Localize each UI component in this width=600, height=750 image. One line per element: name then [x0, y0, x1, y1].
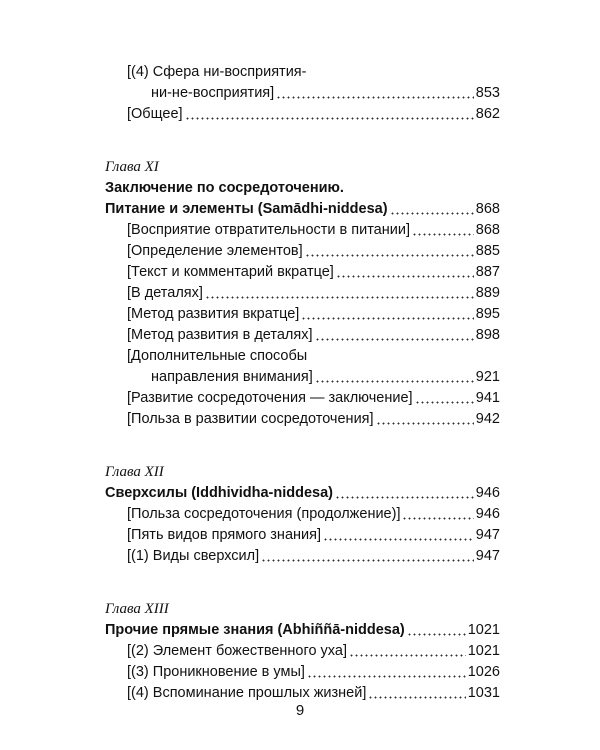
toc-entry	[105, 546, 500, 567]
leader-dots	[307, 675, 466, 678]
toc-entry	[105, 525, 500, 546]
toc-entry-label: [Метод развития вкратце]	[127, 306, 300, 322]
toc-entry	[105, 504, 500, 525]
toc-entry	[105, 346, 500, 367]
toc-entry	[105, 283, 500, 304]
toc-page-number: 1021	[467, 622, 500, 638]
leader-dots	[185, 117, 474, 120]
leader-dots	[415, 401, 474, 404]
toc-entry	[105, 409, 500, 430]
toc-page-number: 889	[475, 285, 500, 301]
toc-page-number: 1021	[467, 643, 500, 659]
chapter-title	[105, 483, 500, 504]
chapter-title-text: Прочие прямые знания (Abhiññā-niddesa)	[105, 622, 405, 638]
toc-entry-label: [(1) Виды сверхсил]	[127, 548, 260, 564]
leader-dots	[407, 633, 466, 636]
toc-page-number: 853	[475, 85, 500, 101]
toc-entry	[105, 304, 500, 325]
toc-page-number: 868	[475, 201, 500, 217]
toc-entry-label: [Общее]	[127, 106, 183, 122]
leader-dots	[305, 254, 474, 257]
toc-page-number: 887	[475, 264, 500, 280]
leader-dots	[261, 559, 474, 562]
chapter-title-text: Питание и элементы (Samādhi-niddesa)	[105, 201, 388, 217]
toc-entry-label: направления внимания]	[151, 369, 313, 385]
page-number-footer: 9	[295, 702, 305, 719]
toc-entry-label: [Польза сосредоточения (продолжение)]	[127, 506, 401, 522]
toc-entry-label: [Определение элементов]	[127, 243, 303, 259]
leader-dots	[335, 496, 474, 499]
toc-page-number: 885	[475, 243, 500, 259]
toc-entry	[105, 662, 500, 683]
toc-page-number: 941	[475, 390, 500, 406]
toc-entry	[105, 241, 500, 262]
chapter-title	[105, 178, 500, 199]
table-of-contents	[105, 62, 500, 704]
toc-entry	[105, 367, 500, 388]
toc-entry-label: [В деталях]	[127, 285, 203, 301]
chapter-title	[105, 620, 500, 641]
leader-dots	[412, 233, 474, 236]
toc-entry	[105, 262, 500, 283]
leader-dots	[390, 212, 474, 215]
toc-page-number: 947	[475, 527, 500, 543]
chapter-title	[105, 199, 500, 220]
toc-page-number: 946	[475, 485, 500, 501]
toc-page-number: 946	[475, 506, 500, 522]
toc-entry	[105, 325, 500, 346]
toc-entry-label: [(2) Элемент божественного уха]	[127, 643, 347, 659]
chapter-heading: Глава XI	[105, 159, 159, 175]
leader-dots	[205, 296, 474, 299]
leader-dots	[301, 317, 473, 320]
toc-page-number: 942	[475, 411, 500, 427]
toc-page-number: 1026	[467, 664, 500, 680]
leader-dots	[323, 538, 474, 541]
toc-entry-label: [Польза в развитии сосредоточения]	[127, 411, 374, 427]
toc-page-number: 921	[475, 369, 500, 385]
toc-page-number: 947	[475, 548, 500, 564]
chapter-title-text: Заключение по сосредоточению.	[105, 180, 344, 196]
toc-page-number: 1031	[467, 685, 500, 701]
chapter-heading: Глава XII	[105, 464, 164, 480]
chapter-heading: Глава XIII	[105, 601, 169, 617]
toc-entry-label: [(4) Сфера ни-восприятия-	[127, 64, 307, 80]
toc-entry	[105, 641, 500, 662]
toc-entry-label: [Метод развития в деталях]	[127, 327, 313, 343]
chapter-title-text: Сверхсилы (Iddhividha-niddesa)	[105, 485, 334, 501]
toc-entry	[105, 220, 500, 241]
toc-entry-label: [Дополнительные способы	[127, 348, 308, 364]
toc-entry-label: [(4) Вспоминание прошлых жизней]	[127, 685, 367, 701]
toc-entry	[105, 104, 500, 125]
leader-dots	[368, 696, 465, 699]
toc-entry-label: [Восприятие отвратительности в питании]	[127, 222, 410, 238]
toc-page-number: 862	[475, 106, 500, 122]
leader-dots	[376, 422, 474, 425]
leader-dots	[349, 654, 466, 657]
toc-page-number: 868	[475, 222, 500, 238]
toc-page-number: 895	[475, 306, 500, 322]
toc-entry	[105, 83, 500, 104]
toc-entry-label: [Развитие сосредоточения — заключение]	[127, 390, 413, 406]
leader-dots	[276, 96, 474, 99]
toc-entry-label: [(3) Проникновение в умы]	[127, 664, 305, 680]
leader-dots	[315, 338, 474, 341]
toc-entry-label: [Текст и комментарий вкратце]	[127, 264, 334, 280]
toc-entry	[105, 388, 500, 409]
leader-dots	[315, 380, 474, 383]
toc-entry-label: ни-не-восприятия]	[151, 85, 275, 101]
toc-entry	[105, 683, 500, 704]
leader-dots	[336, 275, 474, 278]
leader-dots	[402, 517, 473, 520]
toc-entry-label: [Пять видов прямого знания]	[127, 527, 321, 543]
toc-page-number: 898	[475, 327, 500, 343]
toc-entry	[105, 62, 500, 83]
